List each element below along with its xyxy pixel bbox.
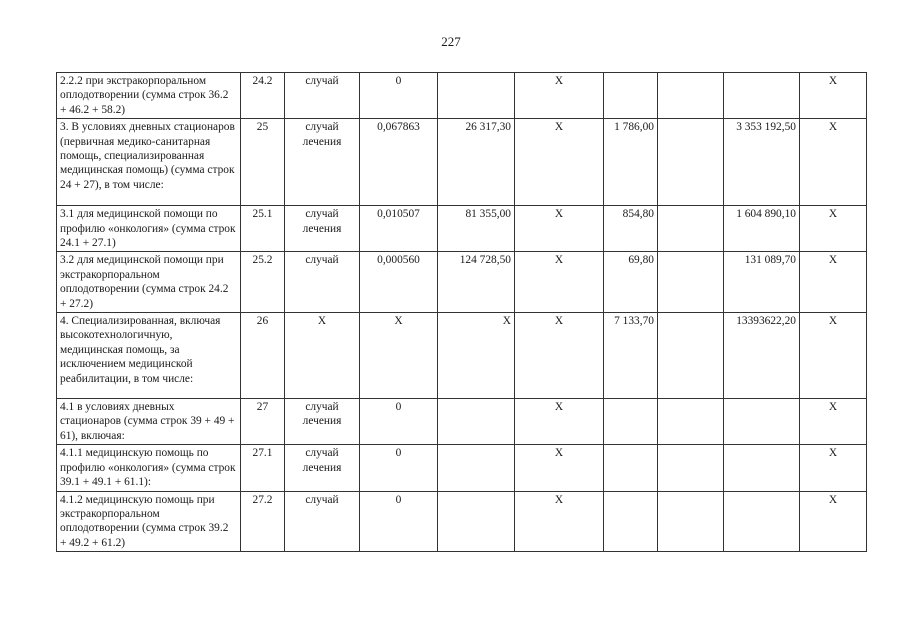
cell-total bbox=[724, 491, 800, 552]
cell-per-capita: 1 786,00 bbox=[604, 119, 658, 206]
cell-per-capita bbox=[604, 399, 658, 445]
cell-volume-norm: 0,010507 bbox=[360, 206, 438, 252]
cell-name: 4. Специализированная, включая высокотехнологичную, медицинская помощь, за исключением медицинской реабилитации, в том числе: bbox=[57, 313, 241, 399]
cell-col-6: X bbox=[515, 491, 604, 552]
cell-per-capita bbox=[604, 73, 658, 119]
cell-volume-norm: 0 bbox=[360, 445, 438, 491]
cell-cost-norm: 26 317,30 bbox=[438, 119, 515, 206]
cell-total: 131 089,70 bbox=[724, 252, 800, 313]
cell-name: 4.1.1 медицинскую помощь по профилю «онкология» (сумма строк 39.1 + 49.1 + 61.1): bbox=[57, 445, 241, 491]
cell-name: 3.2 для медицинской помощи при экстракорпоральном оплодотворении (сумма строк 24.2 + 27.2) bbox=[57, 252, 241, 313]
cell-cost-norm: 81 355,00 bbox=[438, 206, 515, 252]
cell-total bbox=[724, 399, 800, 445]
cell-per-capita bbox=[604, 491, 658, 552]
table-row bbox=[57, 252, 867, 313]
cell-volume-norm: 0,067863 bbox=[360, 119, 438, 206]
cell-col-6: X bbox=[515, 119, 604, 206]
page-number: 227 bbox=[441, 34, 461, 49]
cell-col-10: X bbox=[800, 491, 867, 552]
cell-col-8 bbox=[658, 491, 724, 552]
cell-col-10: X bbox=[800, 206, 867, 252]
cell-col-10: X bbox=[800, 399, 867, 445]
table-row bbox=[57, 445, 867, 491]
cell-name: 2.2.2 при экстракорпоральном оплодотворении (сумма строк 36.2 + 46.2 + 58.2) bbox=[57, 73, 241, 119]
table-row bbox=[57, 119, 867, 206]
cell-name: 4.1.2 медицинскую помощь при экстракорпоральном оплодотворении (сумма строк 39.2 + 49.2 + 61.2) bbox=[57, 491, 241, 552]
cell-row-number: 24.2 bbox=[241, 73, 285, 119]
cell-col-6: X bbox=[515, 73, 604, 119]
cell-unit: случай bbox=[285, 491, 360, 552]
data-table bbox=[56, 72, 867, 552]
cell-per-capita: 7 133,70 bbox=[604, 313, 658, 399]
cell-row-number: 26 bbox=[241, 313, 285, 399]
cell-col-6: X bbox=[515, 399, 604, 445]
cell-col-8 bbox=[658, 252, 724, 313]
cell-row-number: 27 bbox=[241, 399, 285, 445]
cell-volume-norm: X bbox=[360, 313, 438, 399]
cell-col-10: X bbox=[800, 252, 867, 313]
cell-cost-norm: X bbox=[438, 313, 515, 399]
table-body bbox=[57, 73, 867, 552]
cell-unit: X bbox=[285, 313, 360, 399]
cell-name: 4.1 в условиях дневных стационаров (сумма строк 39 + 49 + 61), включая: bbox=[57, 399, 241, 445]
cell-row-number: 25 bbox=[241, 119, 285, 206]
cell-col-8 bbox=[658, 73, 724, 119]
cell-cost-norm bbox=[438, 73, 515, 119]
cell-volume-norm: 0 bbox=[360, 73, 438, 119]
cell-col-8 bbox=[658, 399, 724, 445]
cell-row-number: 27.2 bbox=[241, 491, 285, 552]
cell-col-10: X bbox=[800, 445, 867, 491]
cell-unit: случай лечения bbox=[285, 399, 360, 445]
cell-col-6: X bbox=[515, 206, 604, 252]
table-row bbox=[57, 313, 867, 399]
cell-row-number: 25.1 bbox=[241, 206, 285, 252]
cell-name: 3. В условиях дневных стационаров (первичная медико-санитарная помощь, специализированная медицинская помощь) (сумма строк 24 + 27), в том числе: bbox=[57, 119, 241, 206]
cell-cost-norm: 124 728,50 bbox=[438, 252, 515, 313]
cell-total: 13393622,20 bbox=[724, 313, 800, 399]
cell-col-10: X bbox=[800, 73, 867, 119]
cell-col-8 bbox=[658, 313, 724, 399]
cell-col-8 bbox=[658, 206, 724, 252]
cell-per-capita: 854,80 bbox=[604, 206, 658, 252]
cell-col-6: X bbox=[515, 313, 604, 399]
cell-total bbox=[724, 73, 800, 119]
cell-volume-norm: 0 bbox=[360, 491, 438, 552]
cell-cost-norm bbox=[438, 445, 515, 491]
table-row bbox=[57, 491, 867, 552]
cell-col-8 bbox=[658, 119, 724, 206]
cell-cost-norm bbox=[438, 399, 515, 445]
cell-unit: случай лечения bbox=[285, 206, 360, 252]
cell-row-number: 27.1 bbox=[241, 445, 285, 491]
cell-col-10: X bbox=[800, 119, 867, 206]
cell-name: 3.1 для медицинской помощи по профилю «онкология» (сумма строк 24.1 + 27.1) bbox=[57, 206, 241, 252]
cell-cost-norm bbox=[438, 491, 515, 552]
cell-per-capita bbox=[604, 445, 658, 491]
cell-volume-norm: 0,000560 bbox=[360, 252, 438, 313]
cell-col-8 bbox=[658, 445, 724, 491]
table-row bbox=[57, 206, 867, 252]
cell-per-capita: 69,80 bbox=[604, 252, 658, 313]
table-row bbox=[57, 73, 867, 119]
cell-unit: случай bbox=[285, 252, 360, 313]
cell-volume-norm: 0 bbox=[360, 399, 438, 445]
cell-col-6: X bbox=[515, 445, 604, 491]
table-row bbox=[57, 399, 867, 445]
cell-total: 1 604 890,10 bbox=[724, 206, 800, 252]
cell-unit: случай bbox=[285, 73, 360, 119]
cell-col-6: X bbox=[515, 252, 604, 313]
cell-total: 3 353 192,50 bbox=[724, 119, 800, 206]
cell-col-10: X bbox=[800, 313, 867, 399]
cell-total bbox=[724, 445, 800, 491]
cell-unit: случай лечения bbox=[285, 445, 360, 491]
cell-row-number: 25.2 bbox=[241, 252, 285, 313]
cell-unit: случай лечения bbox=[285, 119, 360, 206]
